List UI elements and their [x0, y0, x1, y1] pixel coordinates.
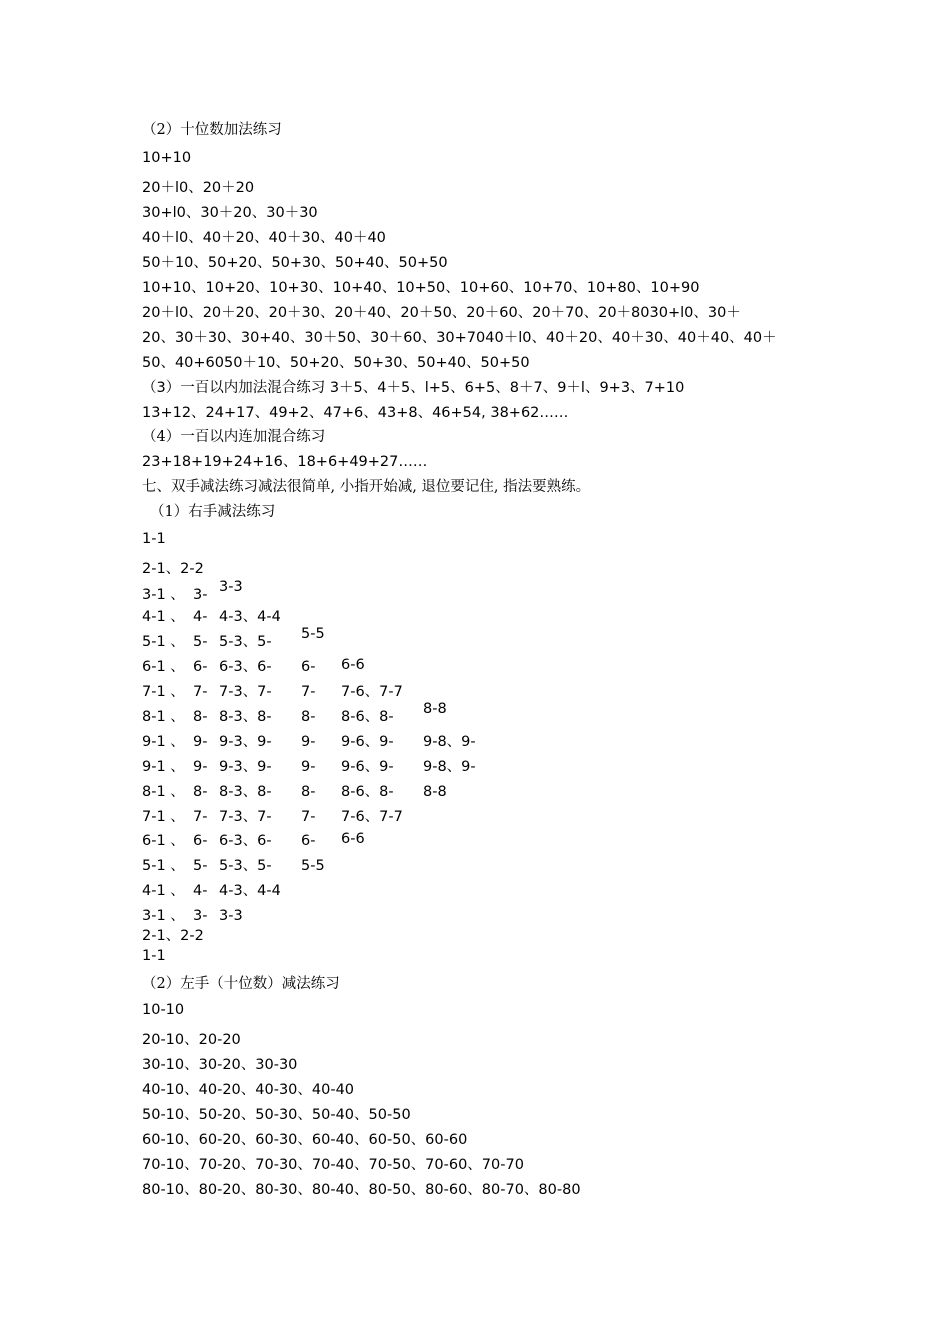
right-sub-cell: 9-1 、: [142, 759, 185, 775]
right-sub-cell: 8-3、8-: [219, 784, 272, 800]
right-sub-cell: 8-: [193, 709, 208, 725]
right-sub-cell: 9-8、9-: [423, 759, 476, 775]
right-sub-cell: 9-: [301, 759, 316, 775]
add-tens-line: 40＋l0、40＋20、40＋30、40＋40: [142, 230, 386, 246]
right-sub-cell: 7-6、7-7: [341, 684, 403, 700]
mixed-addition-line: 13+12、24+17、49+2、47+6、43+8、46+54, 38+62……: [142, 405, 569, 421]
right-sub-cell: 7-6、7-7: [341, 809, 403, 825]
left-sub-line: 30-10、30-20、30-30: [142, 1057, 298, 1073]
right-sub-cell: 5-3、5-: [219, 634, 272, 650]
right-sub-cell: 5-3、5-: [219, 858, 272, 874]
section-title-consecutive-addition: （4）一百以内连加混合练习: [142, 429, 326, 445]
left-sub-line: 60-10、60-20、60-30、60-40、60-50、60-60: [142, 1132, 468, 1148]
left-sub-line: 80-10、80-20、80-30、80-40、80-50、80-60、80-70、80-80: [142, 1182, 581, 1198]
right-sub-cell: 4-1 、: [142, 883, 185, 899]
right-sub-cell: 6-3、6-: [219, 659, 272, 675]
right-sub-cell: 7-: [193, 809, 208, 825]
right-sub-cell: 6-: [193, 833, 208, 849]
right-sub-cell: 7-: [301, 809, 316, 825]
right-sub-cell: 9-3、9-: [219, 734, 272, 750]
right-sub-cell: 7-3、7-: [219, 684, 272, 700]
add-tens-line: 50、40+6050＋10、50+20、50+30、50+40、50+50: [142, 355, 530, 371]
right-sub-cell: 6-1 、: [142, 659, 185, 675]
right-sub-cell: 8-: [193, 784, 208, 800]
right-sub-cell: 5-5: [301, 858, 325, 874]
consecutive-addition-line: 23+18+19+24+16、18+6+49+27……: [142, 454, 428, 470]
right-sub-cell: 8-8: [423, 784, 447, 800]
right-sub-cell: 6-1 、: [142, 833, 185, 849]
right-sub-cell: 8-1 、: [142, 784, 185, 800]
section-title-left-hand-subtraction: （2）左手（十位数）减法练习: [142, 976, 340, 992]
right-sub-cell: 5-5: [301, 626, 325, 642]
right-sub-cell: 7-: [193, 684, 208, 700]
right-sub-cell: 4-3、4-4: [219, 883, 281, 899]
right-sub-cell: 3-3: [219, 579, 243, 595]
add-tens-line: 30+l0、30＋20、30＋30: [142, 205, 318, 221]
right-sub-cell: 1-1: [142, 948, 166, 964]
section-title-tens-addition: （2）十位数加法练习: [142, 122, 282, 138]
right-sub-cell: 8-: [301, 709, 316, 725]
right-sub-cell: 4-: [193, 609, 208, 625]
right-sub-cell: 5-: [193, 858, 208, 874]
right-sub-cell: 6-: [301, 833, 316, 849]
right-sub-cell: 6-: [301, 659, 316, 675]
left-sub-line: 50-10、50-20、50-30、50-40、50-50: [142, 1107, 411, 1123]
right-sub-cell: 3-1 、: [142, 587, 185, 603]
right-sub-cell: 9-: [193, 759, 208, 775]
right-sub-cell: 5-1 、: [142, 634, 185, 650]
add-tens-line: 10+10、10+20、10+30、10+40、10+50、10+60、10+70、10+80、10+90: [142, 280, 700, 296]
right-sub-cell: 6-6: [341, 831, 365, 847]
right-sub-cell: 4-: [193, 883, 208, 899]
right-sub-cell: 7-1 、: [142, 684, 185, 700]
right-sub-cell: 7-1 、: [142, 809, 185, 825]
add-tens-line: 20、30＋30、30+40、30＋50、30＋60、30+7040＋l0、40＋20、40＋30、40＋40、40＋: [142, 330, 777, 346]
section-title-mixed-addition: （3）一百以内加法混合练习 3＋5、4＋5、l+5、6+5、8＋7、9＋l、9+3、7+10: [142, 380, 685, 396]
right-sub-cell: 5-: [193, 634, 208, 650]
right-sub-cell: 8-8: [423, 701, 447, 717]
right-sub-cell: 6-6: [341, 657, 365, 673]
left-sub-line: 10-10: [142, 1002, 185, 1018]
right-sub-cell: 2-1、2-2: [142, 561, 204, 577]
add-tens-line: 50＋10、50+20、50+30、50+40、50+50: [142, 255, 448, 271]
left-sub-line: 70-10、70-20、70-30、70-40、70-50、70-60、70-70: [142, 1157, 524, 1173]
right-sub-cell: 4-3、4-4: [219, 609, 281, 625]
add-tens-line: 20＋l0、20＋20、20＋30、20＋40、20＋50、20＋60、20＋70、20＋8030+l0、30＋: [142, 305, 741, 321]
add-tens-line: 20＋l0、20＋20: [142, 180, 255, 196]
right-sub-cell: 3-: [193, 587, 208, 603]
right-sub-cell: 3-1 、: [142, 908, 185, 924]
right-sub-cell: 9-: [193, 734, 208, 750]
right-sub-cell: 8-3、8-: [219, 709, 272, 725]
right-sub-cell: 8-6、8-: [341, 784, 394, 800]
right-sub-cell: 9-: [301, 734, 316, 750]
right-sub-cell: 9-8、9-: [423, 734, 476, 750]
left-sub-line: 40-10、40-20、40-30、40-40: [142, 1082, 355, 1098]
right-sub-cell: 3-3: [219, 908, 243, 924]
left-sub-line: 20-10、20-20: [142, 1032, 241, 1048]
right-sub-cell: 9-6、9-: [341, 734, 394, 750]
right-sub-cell: 3-: [193, 908, 208, 924]
right-sub-cell: 8-6、8-: [341, 709, 394, 725]
section-title-right-hand-subtraction: （1）右手减法练习: [150, 504, 276, 520]
right-sub-cell: 8-1 、: [142, 709, 185, 725]
right-sub-cell: 2-1、2-2: [142, 928, 204, 944]
section-title-two-hand-subtraction: 七、双手减法练习减法很简单, 小指开始减, 退位要记住, 指法要熟练。: [142, 479, 591, 495]
right-sub-cell: 5-1 、: [142, 858, 185, 874]
right-sub-cell: 8-: [301, 784, 316, 800]
right-sub-cell: 7-: [301, 684, 316, 700]
right-sub-cell: 4-1 、: [142, 609, 185, 625]
right-sub-cell: 1-1: [142, 531, 166, 547]
right-sub-cell: 9-1 、: [142, 734, 185, 750]
right-sub-cell: 9-6、9-: [341, 759, 394, 775]
right-sub-cell: 6-: [193, 659, 208, 675]
add-tens-line: 10+10: [142, 150, 192, 166]
right-sub-cell: 7-3、7-: [219, 809, 272, 825]
right-sub-cell: 6-3、6-: [219, 833, 272, 849]
right-sub-cell: 9-3、9-: [219, 759, 272, 775]
